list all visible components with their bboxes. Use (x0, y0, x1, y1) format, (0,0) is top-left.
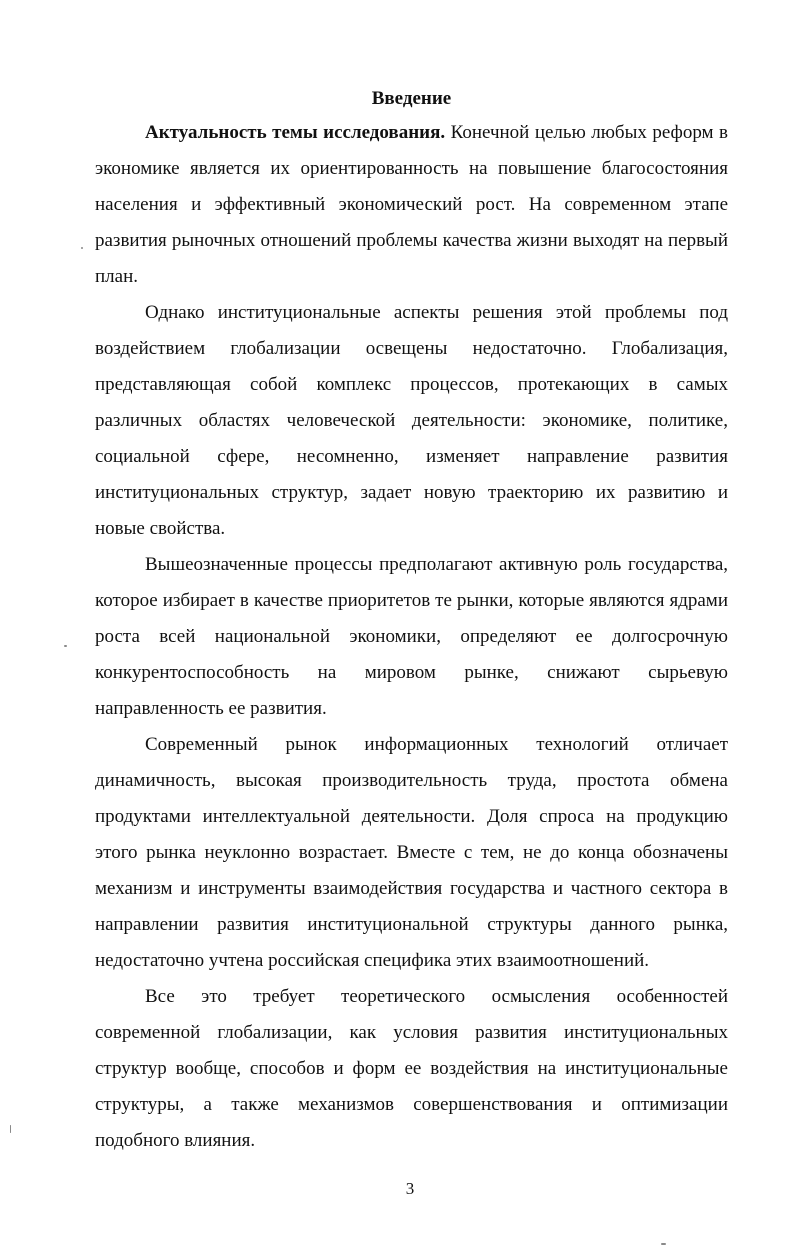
scan-speck (661, 1243, 666, 1245)
scan-speck (10, 1125, 11, 1133)
paragraph-it-market: Современный рынок информационных технологий отличает динамичность, высокая производительность труда, простота обмена продуктами интеллектуальной деятельности. Доля спроса на продукцию этого рынка неуклонно возрастает. Вместе с тем, не до конца обозначены механизм и инструменты взаимодействия государства и частного сектора в направлении развития институциональной структуры данного рынка, недостаточно учтена российская специфика этих взаимоотношений. (95, 734, 728, 971)
scan-speck (81, 247, 83, 249)
paragraph-globalization: Однако институциональные аспекты решения этой проблемы под воздействием глобализации освещены недостаточно. Глобализация, представляющая собой комплекс процессов, протекающих в самых различных областях человеческой деятельности: экономике, политике, социальной сфере, несомненно, изменяет направление развития институциональных структур, задает новую траекторию их развитию и новые свойства. (95, 302, 728, 539)
paragraph-lead: Актуальность темы исследования. (145, 122, 446, 143)
page-heading: Введение (371, 88, 452, 109)
paragraph-relevance (95, 115, 728, 295)
paragraph-conclusion: Все это требует теоретического осмысления особенностей современной глобализации, как условия развития институциональных структур вообще, способов и форм ее воздействия на институциональные структуры, а также механизмов совершенствования и оптимизации подобного влияния. (95, 986, 728, 1151)
page-number: 3 (405, 1179, 415, 1198)
paragraph-state-role: Вышеозначенные процессы предполагают активную роль государства, которое избирает в качестве приоритетов те рынки, которые являются ядрами роста всей национальной экономики, определяют ее долгосрочную конкурентоспособность на мировом рынке, снижают сырьевую направленность ее развития. (95, 554, 728, 719)
scan-speck (64, 645, 67, 647)
body-text (95, 115, 728, 1159)
paragraph-text: Конечной целью любых реформ в экономике является их ориентированность на повышение благосостояния населения и эффективный экономический рост. На современном этапе развития рыночных отношений проблемы качества жизни выходят на первый план. (95, 122, 729, 287)
